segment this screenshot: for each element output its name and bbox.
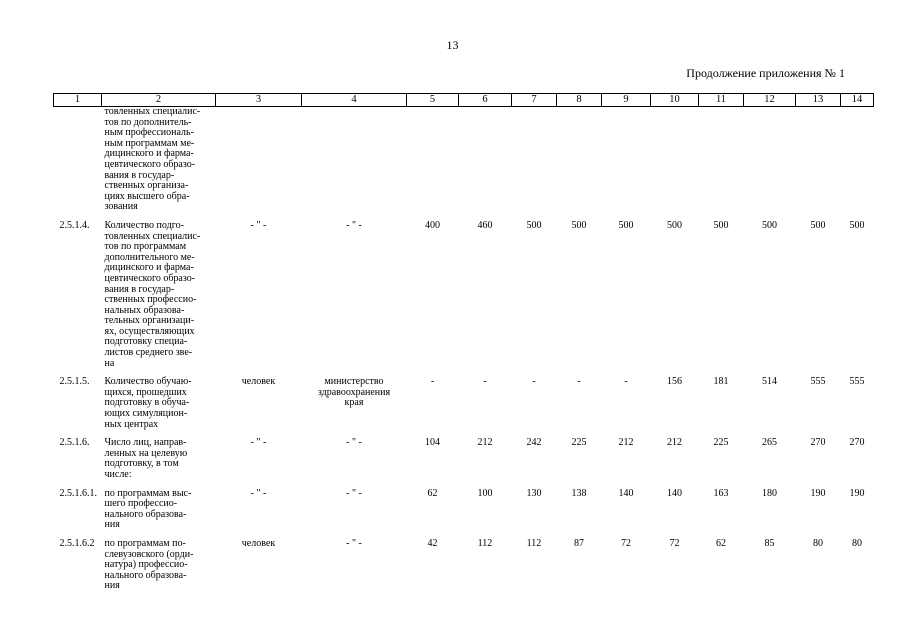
row-value-5: 62: [427, 487, 438, 499]
row-value-7: [512, 107, 557, 217]
row-value-14: 80: [852, 537, 862, 549]
row-value-7: 130: [526, 487, 542, 499]
row-value-12: 514: [762, 376, 777, 388]
row-code: 2.5.1.4.: [59, 219, 90, 231]
row-value-10: 212: [667, 437, 682, 449]
row-value-6: 212: [477, 437, 493, 449]
row-value-6: 100: [477, 487, 493, 499]
column-header: 9: [602, 94, 651, 107]
table-body: [54, 107, 874, 596]
row-value-10: 140: [667, 487, 682, 499]
row-value-12: 265: [762, 437, 777, 449]
row-code: 2.5.1.6.1.: [59, 487, 97, 499]
row-value-10: [651, 107, 699, 217]
row-executor: - " -: [346, 437, 362, 449]
row-name: Количество обучаю- щихся, прошедших подготовку в обуча- ющих симуляцион- ных центрах: [104, 376, 192, 430]
row-value-14: 555: [849, 376, 865, 388]
table-row: [54, 535, 874, 596]
column-header: 4: [302, 94, 407, 107]
row-value-8: 225: [571, 437, 587, 449]
row-executor: - " -: [346, 537, 362, 549]
row-value-14: 500: [849, 219, 865, 231]
column-header: 3: [216, 94, 302, 107]
row-value-8: -: [577, 376, 581, 388]
table-row: [54, 217, 874, 373]
row-value-12: 180: [762, 487, 777, 499]
row-value-6: 112: [477, 537, 493, 549]
row-value-8: 87: [574, 537, 584, 549]
row-unit: - " -: [250, 487, 267, 499]
column-header: 8: [557, 94, 602, 107]
column-header: 10: [651, 94, 699, 107]
row-value-13: [796, 107, 841, 217]
row-value-7: 500: [526, 219, 542, 231]
row-unit: - " -: [250, 437, 267, 449]
row-unit: человек: [241, 376, 276, 388]
column-header: 2: [102, 94, 216, 107]
row-value-9: 500: [618, 219, 634, 231]
row-executor: - " -: [346, 219, 362, 231]
row-value-11: [699, 107, 744, 217]
row-value-13: 80: [813, 537, 823, 549]
row-value-5: 104: [425, 437, 440, 449]
row-value-9: 212: [618, 437, 634, 449]
table-row: [54, 485, 874, 535]
row-value-6: -: [483, 376, 487, 388]
row-name: товленных специалис- тов по дополнитель- ным профессиональ- ным программам ме- дицинского и фарма- цевтического образо- вания в государ- ственных организа- циях высшего обра- зования: [104, 106, 201, 213]
row-value-11: 163: [713, 487, 729, 499]
row-code: 2.5.1.6.2: [59, 537, 95, 549]
row-value-6: 460: [477, 219, 493, 231]
column-header: 13: [796, 94, 841, 107]
row-value-9: [602, 107, 651, 217]
row-value-10: 156: [667, 376, 682, 388]
row-value-12: [744, 107, 796, 217]
row-code: [54, 107, 102, 217]
table-row: [54, 434, 874, 484]
row-value-11: 225: [713, 437, 729, 449]
table-row: [54, 373, 874, 434]
row-unit: - " -: [250, 219, 267, 231]
column-header: 1: [54, 94, 102, 107]
continuation-label: Продолжение приложения № 1: [686, 66, 845, 80]
row-value-7: -: [532, 376, 536, 388]
row-value-5: [407, 107, 459, 217]
row-name: по программам по- слевузовского (орди- натура) профессио- нального образова- ния: [104, 537, 194, 592]
row-value-5: 42: [427, 537, 438, 549]
page-number: 13: [446, 38, 459, 52]
column-header: 7: [512, 94, 557, 107]
row-value-13: 500: [810, 219, 826, 231]
row-value-10: 72: [669, 537, 680, 549]
row-value-10: 500: [667, 219, 682, 231]
row-value-8: [557, 107, 602, 217]
row-value-8: 138: [571, 487, 587, 499]
row-value-14: 270: [849, 437, 865, 449]
row-value-9: 72: [621, 537, 631, 549]
row-value-12: 500: [762, 219, 777, 231]
row-value-12: 85: [764, 537, 775, 549]
row-executor: министерство здравоохранения края: [317, 376, 391, 409]
row-code: 2.5.1.6.: [59, 437, 90, 449]
row-value-7: 242: [526, 437, 542, 449]
column-header: 14: [841, 94, 874, 107]
row-value-8: 500: [571, 219, 587, 231]
row-value-13: 190: [810, 487, 826, 499]
row-value-11: 62: [716, 537, 726, 549]
appendix-table: [53, 93, 874, 596]
row-executor: [302, 107, 407, 217]
row-value-11: 181: [713, 376, 729, 388]
row-executor: - " -: [346, 487, 362, 499]
row-value-9: -: [624, 376, 628, 388]
row-value-9: 140: [618, 487, 634, 499]
row-code: 2.5.1.5.: [59, 376, 90, 388]
row-value-13: 270: [810, 437, 826, 449]
row-name: Количество подго- товленных специалис- тов по программам дополнительного ме- дицинского и фарма- цевтического образо- вания в государ- ственных профессио- нальных образова- тельных организаци- ях, осуществляющих подготовку специа- листов среднего зве- на: [104, 219, 201, 369]
row-unit: [216, 107, 302, 217]
column-header: 12: [744, 94, 796, 107]
row-value-5: 400: [425, 219, 440, 231]
row-value-14: [841, 107, 874, 217]
row-value-7: 112: [526, 537, 542, 549]
column-header: 6: [459, 94, 512, 107]
table-row: [54, 107, 874, 217]
column-header: 5: [407, 94, 459, 107]
row-name: Число лиц, направ- ленных на целевую подготовку, в том числе:: [104, 437, 188, 480]
row-value-13: 555: [810, 376, 826, 388]
column-header: 11: [699, 94, 744, 107]
row-value-5: -: [430, 376, 435, 388]
row-name: по программам выс- шего профессио- нального образова- ния: [104, 487, 192, 531]
row-unit: человек: [241, 537, 276, 549]
row-value-11: 500: [713, 219, 729, 231]
row-value-6: [459, 107, 512, 217]
column-number-row: [54, 94, 874, 107]
row-value-14: 190: [849, 487, 865, 499]
